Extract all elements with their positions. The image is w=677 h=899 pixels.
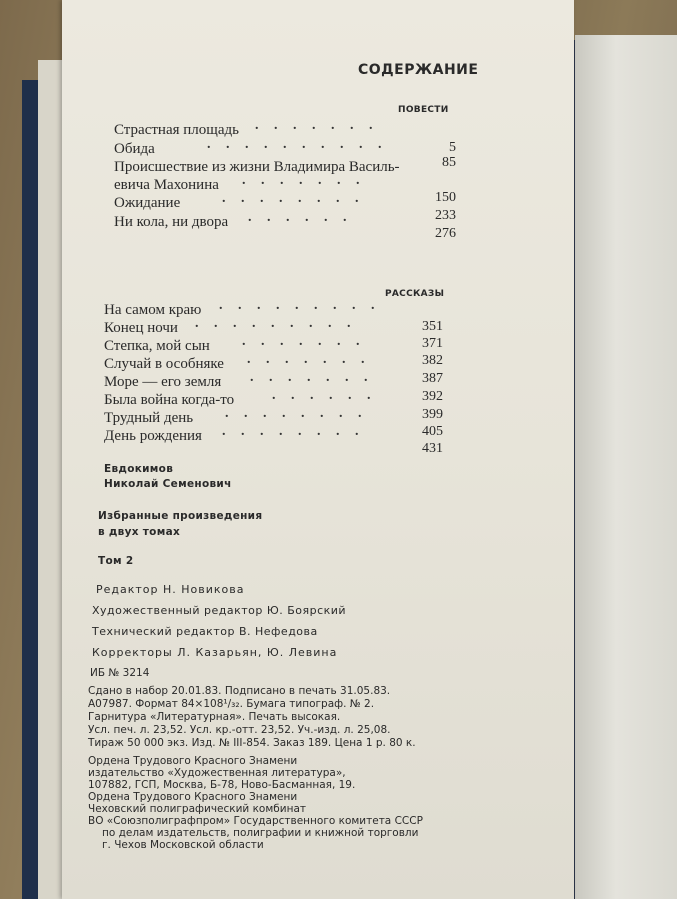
publisher-line: ВО «Союзполиграфпром» Государственного комитета СССР bbox=[88, 815, 423, 827]
publisher-line: 107882, ГСП, Москва, Б-78, Ново-Басманная, 19. bbox=[88, 779, 356, 791]
editor-credit: Редактор Н. Новикова bbox=[96, 583, 245, 596]
toc-entry-page: 382 bbox=[422, 353, 443, 368]
toc-entry-title: Случай в особняке bbox=[104, 356, 224, 372]
publisher-line: г. Чехов Московской области bbox=[102, 839, 264, 851]
toc-entry-page: 85 bbox=[442, 155, 456, 170]
toc-entry-page: 387 bbox=[422, 371, 443, 386]
toc-entry-dots: . . . . . . . bbox=[247, 352, 371, 367]
novellas-heading: ПОВЕСТИ bbox=[398, 105, 449, 115]
toc-entry-title: Происшествие из жизни Владимира Василь- bbox=[114, 159, 400, 175]
toc-entry-title: евича Махонина bbox=[114, 177, 219, 193]
toc-entry-dots: . . . . . . . . . bbox=[195, 316, 357, 331]
toc-entry-dots: . . . . . . . . bbox=[222, 191, 365, 206]
publisher-line: Ордена Трудового Красного Знамени bbox=[88, 791, 298, 803]
work-title: Избранные произведения bbox=[98, 510, 263, 522]
art-editor-credit: Художественный редактор Ю. Боярский bbox=[92, 604, 347, 617]
toc-entry-dots: . . . . . . . bbox=[250, 370, 374, 385]
print-line: Гарнитура «Литературная». Печать высокая. bbox=[88, 711, 341, 723]
toc-entry-title: День рождения bbox=[104, 428, 202, 444]
toc-entry-page: 150 bbox=[435, 190, 456, 205]
publisher-line: по делам издательств, полиграфии и книжной торговли bbox=[102, 827, 419, 839]
toc-entry-page: 431 bbox=[422, 441, 443, 456]
next-page bbox=[575, 35, 677, 899]
toc-entry-dots: . . . . . . . . bbox=[222, 424, 365, 439]
volume-label: Том 2 bbox=[98, 555, 134, 567]
toc-entry-page: 233 bbox=[435, 208, 456, 223]
work-title-continued: в двух томах bbox=[98, 526, 181, 538]
print-line: А07987. Формат 84×108¹/₃₂. Бумага типограф. № 2. bbox=[88, 698, 375, 710]
print-line: Тираж 50 000 экз. Изд. № III-854. Заказ 189. Цена 1 р. 80 к. bbox=[88, 737, 416, 749]
toc-entry-dots: . . . . . . . bbox=[242, 334, 366, 349]
toc-entry-dots: . . . . . . . bbox=[242, 173, 366, 188]
author-name: Николай Семенович bbox=[104, 478, 232, 490]
toc-entry-title: Обида bbox=[114, 141, 155, 157]
toc-entry-dots: . . . . . . bbox=[272, 388, 377, 403]
proofreaders-credit: Корректоры Л. Казарьян, Ю. Левина bbox=[92, 646, 338, 659]
toc-entry-page: 5 bbox=[449, 140, 456, 155]
tech-editor-credit: Технический редактор В. Нефедова bbox=[92, 625, 318, 638]
toc-entry-title: Была война когда-то bbox=[104, 392, 235, 408]
toc-entry-title: Страстная площадь bbox=[114, 122, 239, 138]
toc-entry-dots: . . . . . . . . . bbox=[219, 298, 381, 313]
toc-entry-dots: . . . . . . . . bbox=[225, 406, 368, 421]
toc-entry-page: 405 bbox=[422, 424, 443, 439]
print-line: Сдано в набор 20.01.83. Подписано в печать 31.05.83. bbox=[88, 685, 391, 697]
toc-title: СОДЕРЖАНИЕ bbox=[358, 62, 479, 78]
toc-entry-title: Море — его земля bbox=[104, 374, 222, 390]
author-surname: Евдокимов bbox=[104, 463, 174, 475]
toc-entry-title: Трудный день bbox=[104, 410, 194, 426]
publisher-line: Чеховский полиграфический комбинат bbox=[88, 803, 306, 815]
toc-entry-dots: . . . . . . bbox=[248, 210, 353, 225]
toc-entry-title: На самом краю bbox=[104, 302, 202, 318]
toc-entry-dots: . . . . . . . . . . bbox=[207, 137, 388, 152]
toc-entry-title: Степка, мой сын bbox=[104, 338, 210, 354]
toc-entry-dots: . . . . . . . bbox=[255, 118, 379, 133]
ib-number: ИБ № 3214 bbox=[90, 667, 150, 679]
publisher-line: издательство «Художественная литература», bbox=[88, 767, 346, 779]
toc-entry-page: 351 bbox=[422, 319, 443, 334]
stories-heading: РАССКАЗЫ bbox=[385, 289, 445, 299]
toc-entry-title: Ожидание bbox=[114, 195, 181, 211]
publisher-line: Ордена Трудового Красного Знамени bbox=[88, 755, 298, 767]
print-line: Усл. печ. л. 23,52. Усл. кр.-отт. 23,52. Уч.-изд. л. 25,08. bbox=[88, 724, 391, 736]
toc-entry-page: 399 bbox=[422, 407, 443, 422]
book-page bbox=[62, 0, 574, 899]
toc-entry-page: 371 bbox=[422, 336, 443, 351]
toc-entry-page: 392 bbox=[422, 389, 443, 404]
toc-entry-page: 276 bbox=[435, 226, 456, 241]
toc-entry-title: Ни кола, ни двора bbox=[114, 214, 229, 230]
toc-entry-title: Конец ночи bbox=[104, 320, 178, 336]
